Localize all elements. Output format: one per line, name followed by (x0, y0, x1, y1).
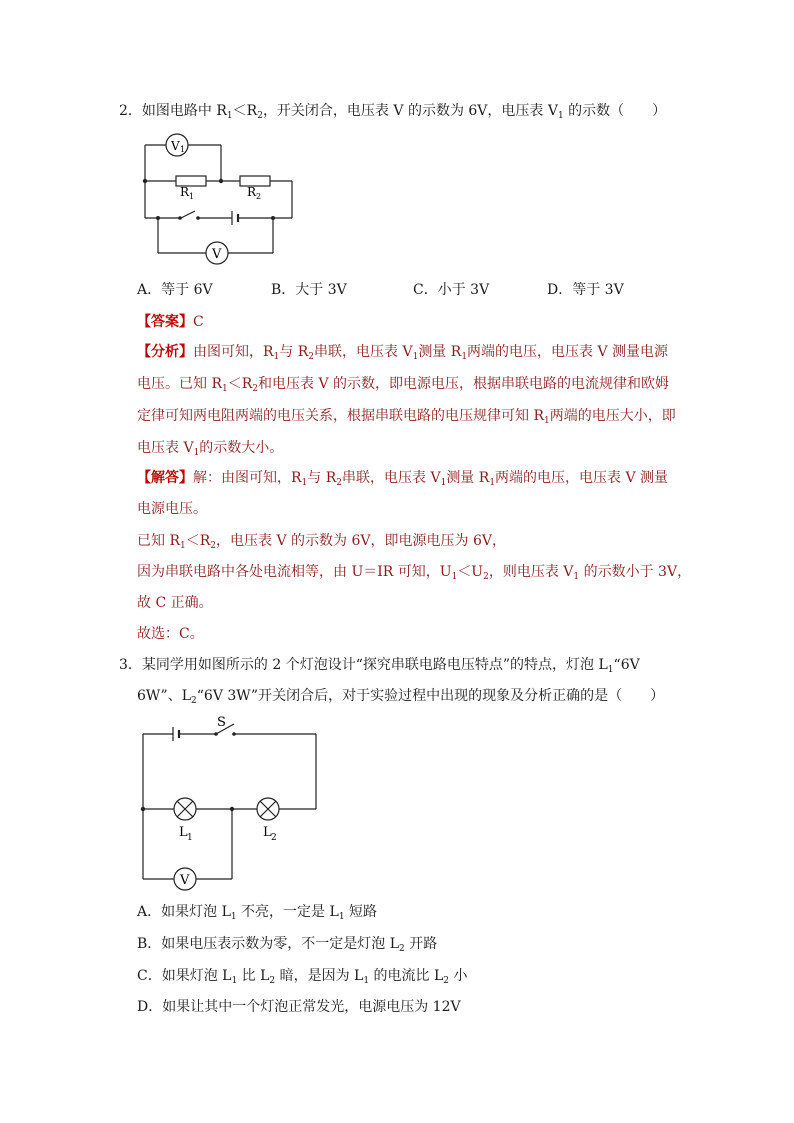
solution-tag: 【解答】 (137, 470, 193, 486)
q2-stem (119, 101, 666, 121)
q2-solution-line-4: 因为串联电路中各处电流相等，由 U＝IR 可知，$U_1<U_2$，则电压表 $V_1$ 的示数小于 3V， (137, 564, 692, 582)
analysis-text: 由图可知，$R_1$与 $R_2$串联，电压表 $V_1$测量 $R_1$两端的电压，电压表 V 测量电源 (193, 344, 669, 362)
l2-sub: 2 (271, 833, 277, 843)
q3-option-a[interactable] (137, 902, 377, 922)
r1-label: R (180, 185, 190, 199)
q2-solution-line-2: 电源电压。 (137, 501, 207, 517)
option-label: B． (271, 282, 296, 298)
q2-solution-line-3: 已知 $R_1<R_2$，电压表 V 的示数为 6V，即电源电压为 6V， (137, 533, 506, 551)
solution-text: 解：由图可知，$R_1$与 $R_2$串联，电压表 $V_1$测量 $R_1$两端的电压，电压表 V 测量 (193, 470, 669, 488)
answer-value: C (193, 314, 204, 330)
option-text: 小于 3V (437, 282, 490, 298)
l1-sub: 1 (187, 833, 193, 843)
q2-analysis-line-1 (137, 342, 668, 362)
q3-circuit-diagram (130, 712, 330, 897)
q3-option-c[interactable] (137, 966, 467, 986)
q2-option-a[interactable] (137, 280, 213, 300)
v1-meter-sub: 1 (180, 145, 186, 154)
v-meter-label: V (180, 873, 190, 888)
option-text: 等于 6V (161, 282, 213, 298)
q2-answer (137, 312, 204, 332)
q2-circuit-diagram (140, 130, 300, 270)
option-label: B． (137, 936, 162, 952)
option-label: C． (413, 282, 438, 298)
v1-meter-label: V (171, 139, 180, 153)
option-text: 如果让其中一个灯泡正常发光，电源电压为 12V (162, 999, 461, 1015)
q3-stem-line-1 (119, 655, 640, 675)
option-label: A． (137, 282, 162, 298)
q2-option-c[interactable] (413, 280, 489, 300)
answer-tag: 【答案】 (137, 314, 193, 330)
q2-option-d[interactable] (547, 280, 624, 300)
switch-lever (181, 211, 195, 218)
q3-stem-text: 某同学用如图所示的 2 个灯泡设计“探究串联电路电压特点”的特点，灯泡 $L_1“6V$ (141, 657, 640, 675)
option-label: D． (137, 999, 163, 1015)
q2-analysis-line-4: 电压表 $V_1$的示数大小。 (137, 440, 284, 458)
option-text: 大于 3V (295, 282, 347, 298)
q2-option-b[interactable] (271, 280, 347, 300)
option-text: 如果灯泡 $L_1$ 不亮，一定是 $L_1$ 短路 (161, 904, 377, 922)
q2-solution-line-5: 故 C 正确。 (137, 595, 213, 611)
q2-stem-text: 如图电路中 $R_1<R_2$，开关闭合，电压表 V 的示数为 6V，电压表 $V_1$ 的示数（ ） (141, 103, 667, 121)
switch-label: S (217, 715, 226, 730)
q2-analysis-line-3: 定律可知两电阻两端的电压关系，根据串联电路的电压规律可知 $R_1$两端的电压大小，即 (137, 408, 676, 426)
v-meter-label: V (212, 247, 222, 262)
q2-number: 2． (119, 103, 142, 119)
l1-label: L (179, 825, 188, 840)
l2-label: L (263, 825, 272, 840)
q3-number: 3． (119, 657, 142, 673)
q2-analysis-line-2: 电压。已知 $R_1<R_2$和电压表 V 的示数，即电源电压，根据串联电路的电流规律和欧姆 (137, 376, 670, 394)
r1-sub: 1 (189, 192, 195, 201)
option-label: C． (137, 968, 162, 984)
q2-solution-line-6: 故选：C。 (137, 626, 204, 642)
option-text: 如果电压表示数为零，不一定是灯泡 $L_2$ 开路 (161, 936, 438, 954)
r2-sub: 2 (256, 192, 262, 201)
option-label: A． (137, 904, 162, 920)
q2-solution-line-1 (137, 468, 668, 488)
option-label: D． (547, 282, 573, 298)
r2-label: R (247, 185, 257, 199)
option-text: 如果灯泡 $L_1$ 比 $L_2$ 暗，是因为 $L_1$ 的电流比 $L_2$ 小 (161, 968, 468, 986)
option-text: 等于 3V (572, 282, 624, 298)
q3-option-d[interactable] (137, 997, 461, 1017)
analysis-tag: 【分析】 (137, 344, 193, 360)
q3-option-b[interactable] (137, 934, 437, 954)
q3-stem-line-2: 6W”、$L_2“6V$ 3W”开关闭合后，对于实验过程中出现的现象及分析正确的是（ ） (137, 688, 665, 706)
